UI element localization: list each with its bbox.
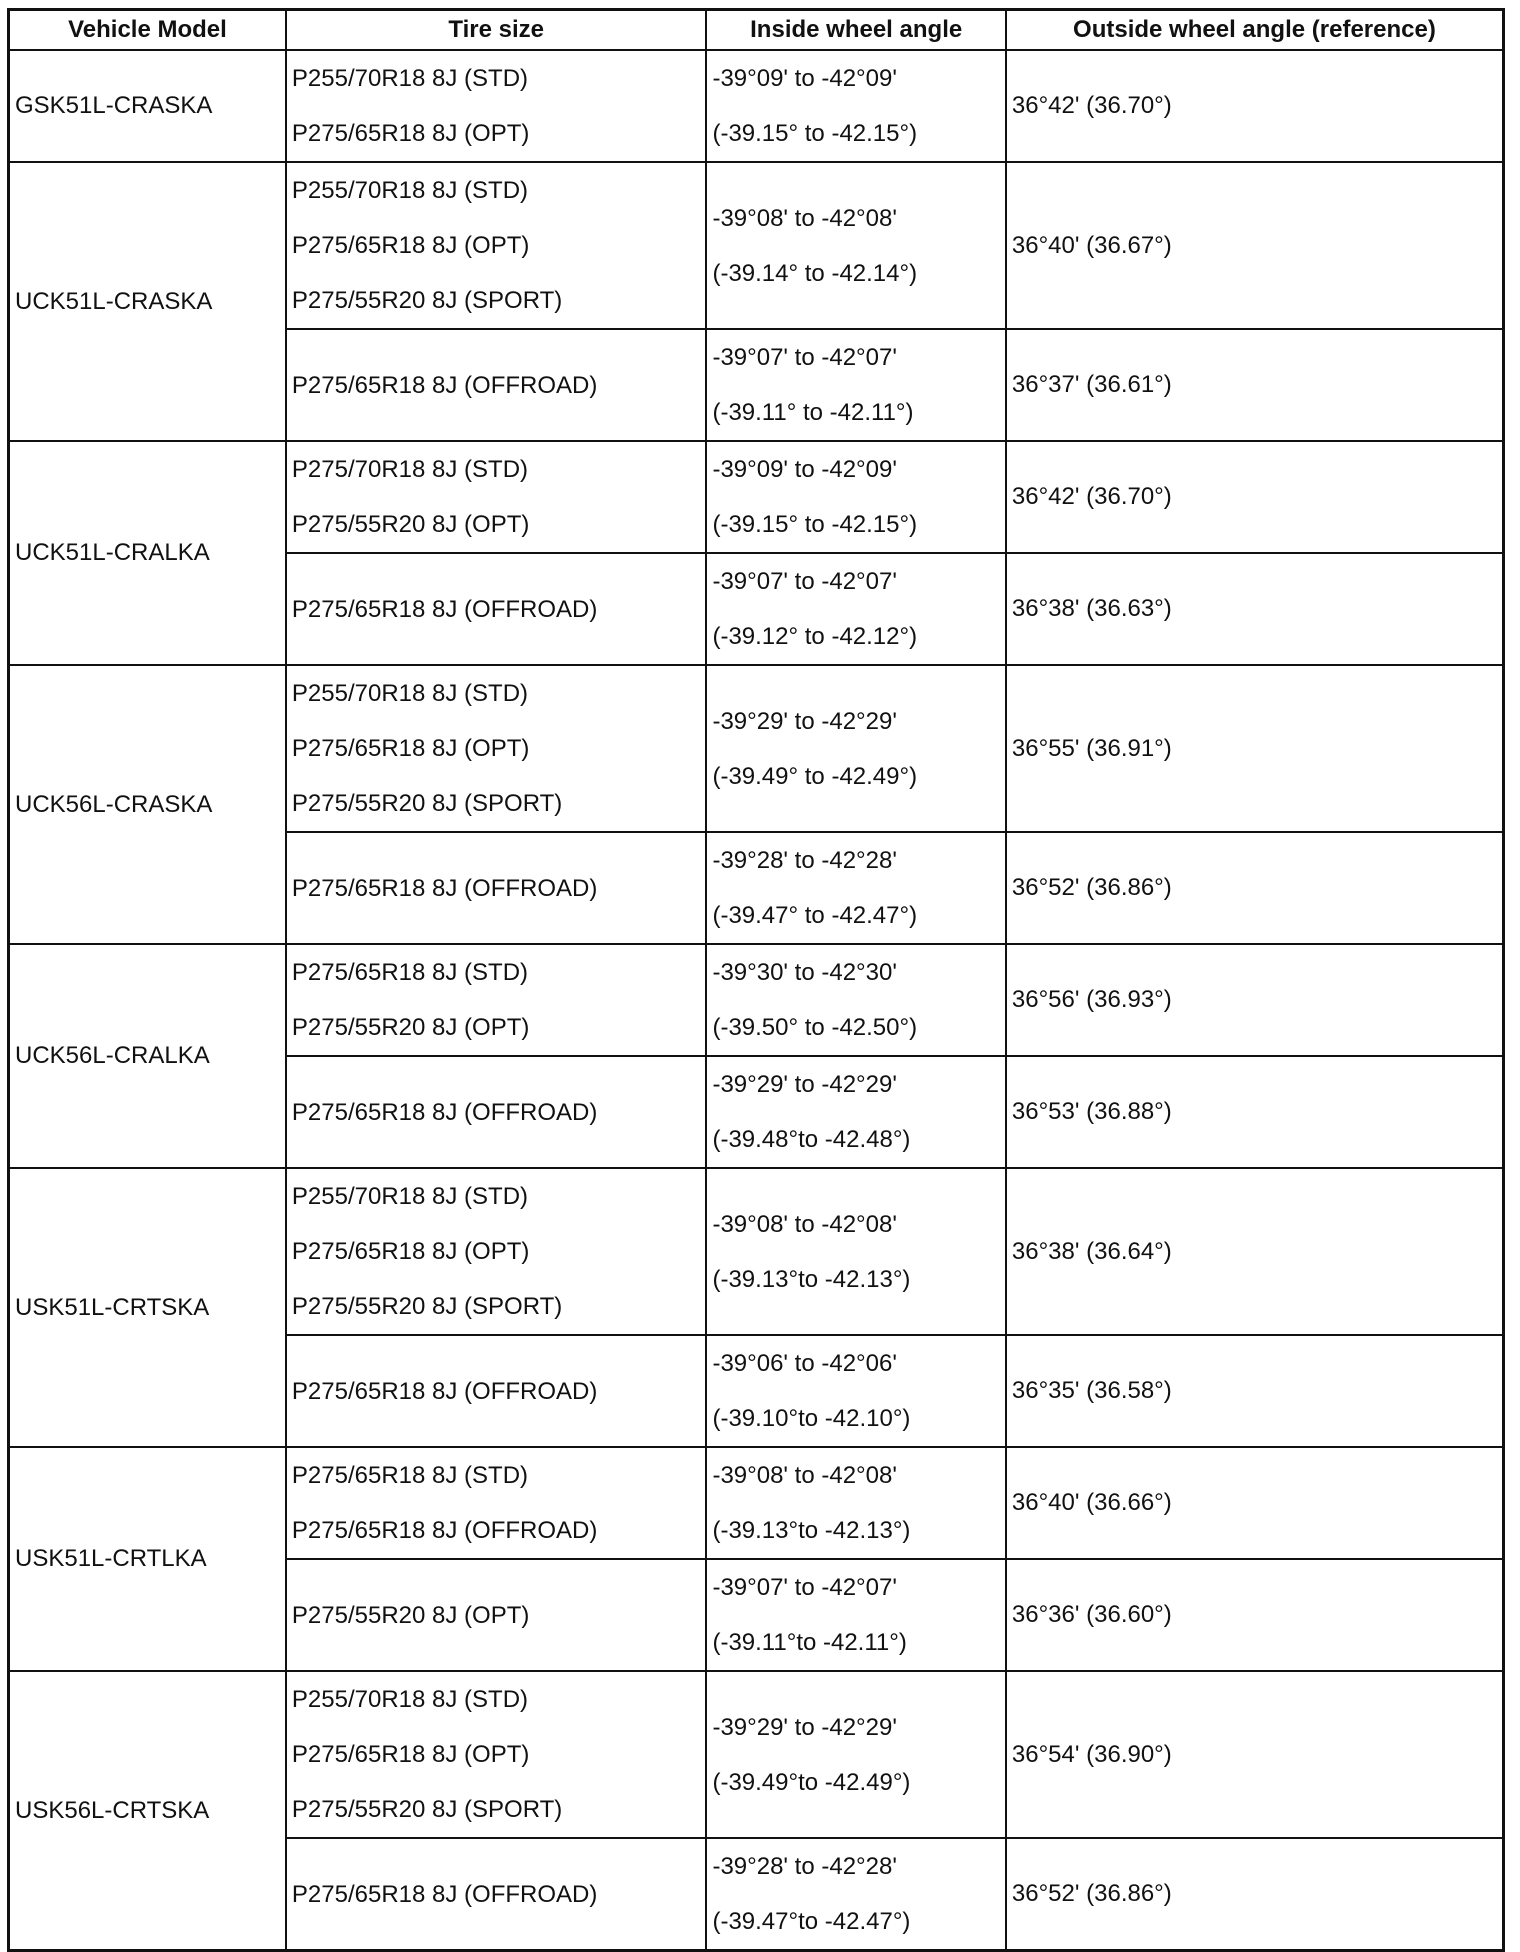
- tire-size-cell: [286, 50, 707, 162]
- outside-wheel-angle-cell: 36°54' (36.90°): [1006, 1671, 1504, 1838]
- tire-size-line: P275/55R20 8J (OPT): [291, 1601, 530, 1629]
- tire-size-cell: [286, 553, 707, 665]
- inside-angle-decimal: (-39.15° to -42.15°): [712, 120, 918, 147]
- outside-wheel-angle-cell: 36°52' (36.86°): [1006, 832, 1504, 944]
- outside-wheel-angle-cell: 36°38' (36.63°): [1006, 553, 1504, 665]
- tire-size-line: P275/55R20 8J (SPORT): [291, 1796, 563, 1823]
- inside-wheel-angle-cell: [706, 1671, 1005, 1838]
- inside-angle-dms: -39°07' to -42°07': [712, 568, 897, 595]
- outside-wheel-angle-cell: 36°38' (36.64°): [1006, 1168, 1504, 1335]
- tire-size-line: P255/70R18 8J (STD): [291, 1183, 529, 1210]
- inside-angle-decimal: (-39.13°to -42.13°): [712, 1517, 911, 1544]
- tire-size-line: P275/55R20 8J (OPT): [291, 511, 530, 538]
- outside-wheel-angle-cell: 36°52' (36.86°): [1006, 1838, 1504, 1951]
- tire-size-cell: [286, 1056, 707, 1168]
- tire-size-line: P275/70R18 8J (STD): [291, 456, 529, 483]
- tire-size-line: P275/55R20 8J (SPORT): [291, 790, 563, 817]
- vehicle-model-cell: USK51L-CRTLKA: [9, 1447, 286, 1671]
- vehicle-model-cell: USK56L-CRTSKA: [9, 1671, 286, 1951]
- tire-size-line: P275/65R18 8J (OPT): [291, 1741, 530, 1768]
- header-outside-wheel-angle: Outside wheel angle (reference): [1006, 10, 1504, 51]
- table-body: [9, 50, 1504, 1951]
- vehicle-model-cell: GSK51L-CRASKA: [9, 50, 286, 162]
- tire-size-cell: [286, 1838, 707, 1951]
- inside-angle-dms: -39°29' to -42°29': [712, 707, 897, 735]
- inside-angle-dms: -39°30' to -42°30': [712, 959, 897, 986]
- outside-wheel-angle-cell: 36°36' (36.60°): [1006, 1559, 1504, 1671]
- tire-size-line: P275/65R18 8J (STD): [291, 1462, 529, 1489]
- inside-angle-decimal: (-39.15° to -42.15°): [712, 511, 918, 538]
- inside-angle-dms: -39°08' to -42°08': [712, 1462, 897, 1489]
- inside-angle-dms: -39°08' to -42°08': [712, 1210, 897, 1238]
- inside-wheel-angle-cell: [706, 1168, 1005, 1335]
- table-header: [9, 10, 1504, 51]
- outside-wheel-angle-cell: 36°56' (36.93°): [1006, 944, 1504, 1056]
- tire-size-cell: [286, 1335, 707, 1447]
- header-row: [9, 10, 1504, 51]
- outside-wheel-angle-cell: 36°55' (36.91°): [1006, 665, 1504, 832]
- vehicle-model-cell: UCK56L-CRASKA: [9, 665, 286, 944]
- inside-wheel-angle-cell: [706, 1559, 1005, 1671]
- tire-size-line: P275/65R18 8J (OFFROAD): [291, 371, 598, 399]
- tire-size-line: P255/70R18 8J (STD): [291, 1686, 529, 1713]
- inside-wheel-angle-cell: [706, 832, 1005, 944]
- outside-wheel-angle-cell: 36°42' (36.70°): [1006, 50, 1504, 162]
- inside-wheel-angle-cell: [706, 944, 1005, 1056]
- tire-size-line: P255/70R18 8J (STD): [291, 65, 529, 92]
- table-row: [9, 441, 1504, 553]
- inside-wheel-angle-cell: [706, 441, 1005, 553]
- tire-size-line: P275/65R18 8J (OFFROAD): [291, 1517, 598, 1544]
- tire-size-cell: [286, 441, 707, 553]
- inside-angle-decimal: (-39.11° to -42.11°): [712, 399, 914, 426]
- outside-wheel-angle-cell: 36°37' (36.61°): [1006, 329, 1504, 441]
- inside-wheel-angle-cell: [706, 1056, 1005, 1168]
- inside-wheel-angle-cell: [706, 1838, 1005, 1951]
- table-row: [9, 944, 1504, 1056]
- inside-wheel-angle-cell: [706, 329, 1005, 441]
- inside-angle-decimal: (-39.50° to -42.50°): [712, 1014, 918, 1041]
- inside-angle-dms: -39°07' to -42°07': [712, 1574, 897, 1601]
- tire-size-line: P275/65R18 8J (OFFROAD): [291, 1377, 598, 1405]
- inside-wheel-angle-cell: [706, 665, 1005, 832]
- inside-angle-decimal: (-39.49° to -42.49°): [712, 762, 918, 790]
- tire-size-line: P275/65R18 8J (OFFROAD): [291, 1880, 598, 1908]
- table-row: [9, 50, 1504, 162]
- inside-angle-decimal: (-39.13°to -42.13°): [712, 1265, 911, 1293]
- outside-wheel-angle-cell: 36°35' (36.58°): [1006, 1335, 1504, 1447]
- tire-size-line: P255/70R18 8J (STD): [291, 680, 529, 707]
- tire-size-line: P275/65R18 8J (OFFROAD): [291, 874, 598, 902]
- tire-size-line: P275/65R18 8J (OPT): [291, 735, 530, 762]
- tire-size-cell: [286, 1168, 707, 1335]
- inside-angle-dms: -39°28' to -42°28': [712, 1853, 897, 1880]
- inside-angle-dms: -39°06' to -42°06': [712, 1350, 897, 1377]
- tire-size-cell: [286, 1447, 707, 1559]
- tire-size-line: P255/70R18 8J (STD): [291, 177, 529, 204]
- tire-size-line: P275/65R18 8J (OPT): [291, 120, 530, 147]
- table-row: [9, 1671, 1504, 1838]
- inside-angle-decimal: (-39.14° to -42.14°): [712, 259, 918, 287]
- header-inside-wheel-angle: Inside wheel angle: [706, 10, 1005, 51]
- table-row: [9, 1168, 1504, 1335]
- outside-wheel-angle-cell: 36°42' (36.70°): [1006, 441, 1504, 553]
- header-tire-size: Tire size: [286, 10, 707, 51]
- tire-size-cell: [286, 1671, 707, 1838]
- outside-wheel-angle-cell: 36°40' (36.67°): [1006, 162, 1504, 329]
- inside-angle-decimal: (-39.47°to -42.47°): [712, 1908, 911, 1935]
- inside-wheel-angle-cell: [706, 1447, 1005, 1559]
- inside-angle-dms: -39°09' to -42°09': [712, 65, 897, 92]
- tire-size-line: P275/65R18 8J (OPT): [291, 232, 530, 259]
- tire-size-cell: [286, 944, 707, 1056]
- inside-wheel-angle-cell: [706, 1335, 1005, 1447]
- inside-angle-decimal: (-39.10°to -42.10°): [712, 1405, 911, 1432]
- tire-size-cell: [286, 665, 707, 832]
- inside-angle-decimal: (-39.47° to -42.47°): [712, 902, 918, 929]
- tire-size-cell: [286, 329, 707, 441]
- table-row: [9, 162, 1504, 329]
- vehicle-model-cell: UCK51L-CRALKA: [9, 441, 286, 665]
- inside-wheel-angle-cell: [706, 50, 1005, 162]
- tire-size-line: P275/55R20 8J (SPORT): [291, 1293, 563, 1320]
- tire-size-line: P275/65R18 8J (OFFROAD): [291, 1098, 598, 1126]
- tire-size-line: P275/55R20 8J (SPORT): [291, 287, 563, 314]
- vehicle-model-cell: USK51L-CRTSKA: [9, 1168, 286, 1447]
- tire-size-line: P275/55R20 8J (OPT): [291, 1014, 530, 1041]
- tire-size-line: P275/65R18 8J (OFFROAD): [291, 595, 598, 623]
- tire-size-cell: [286, 1559, 707, 1671]
- inside-wheel-angle-cell: [706, 162, 1005, 329]
- tire-size-line: P275/65R18 8J (OPT): [291, 1238, 530, 1265]
- outside-wheel-angle-cell: 36°53' (36.88°): [1006, 1056, 1504, 1168]
- inside-angle-dms: -39°28' to -42°28': [712, 847, 897, 874]
- table-row: [9, 1447, 1504, 1559]
- tire-size-cell: [286, 162, 707, 329]
- vehicle-model-cell: UCK51L-CRASKA: [9, 162, 286, 441]
- inside-angle-decimal: (-39.48°to -42.48°): [712, 1126, 911, 1153]
- inside-angle-dms: -39°07' to -42°07': [712, 344, 897, 371]
- inside-angle-dms: -39°29' to -42°29': [712, 1713, 897, 1741]
- outside-wheel-angle-cell: 36°40' (36.66°): [1006, 1447, 1504, 1559]
- inside-angle-decimal: (-39.12° to -42.12°): [712, 623, 918, 650]
- inside-angle-decimal: (-39.11°to -42.11°): [712, 1629, 907, 1656]
- tire-size-line: P275/65R18 8J (STD): [291, 959, 529, 986]
- inside-angle-dms: -39°09' to -42°09': [712, 456, 897, 483]
- tire-size-cell: [286, 832, 707, 944]
- wheel-angle-table: [7, 8, 1505, 1952]
- inside-angle-dms: -39°29' to -42°29': [712, 1071, 897, 1098]
- vehicle-model-cell: UCK56L-CRALKA: [9, 944, 286, 1168]
- inside-angle-dms: -39°08' to -42°08': [712, 204, 897, 232]
- header-vehicle-model: Vehicle Model: [9, 10, 286, 51]
- table-row: [9, 665, 1504, 832]
- inside-wheel-angle-cell: [706, 553, 1005, 665]
- inside-angle-decimal: (-39.49°to -42.49°): [712, 1768, 911, 1796]
